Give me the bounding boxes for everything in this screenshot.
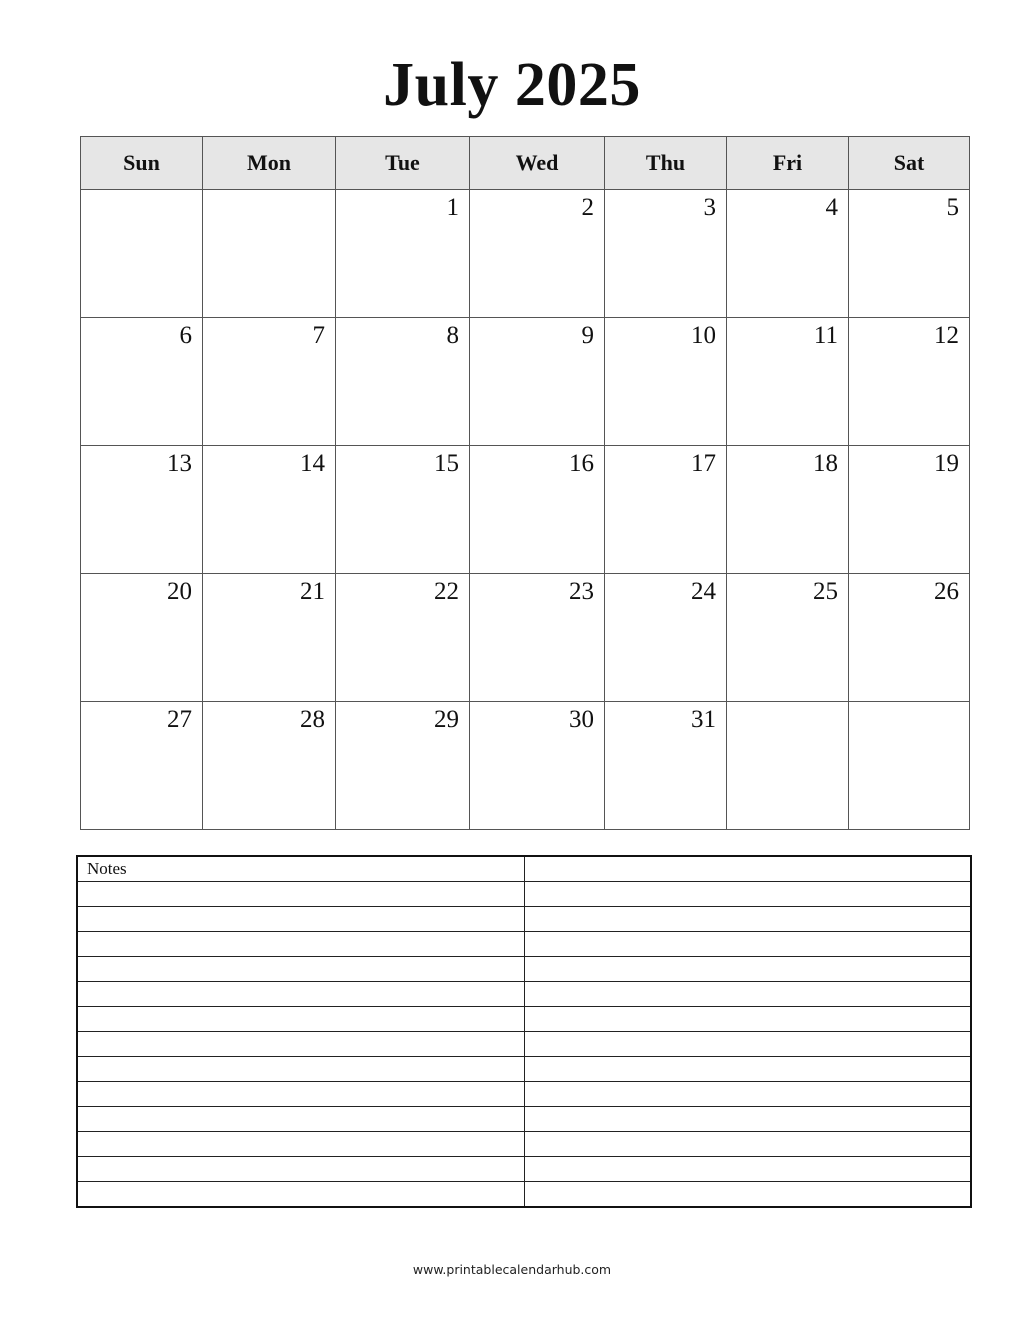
day-number: 28 (300, 706, 325, 733)
day-number: 25 (813, 578, 838, 605)
week-row (81, 702, 970, 830)
notes-row (77, 1107, 971, 1132)
day-cell (81, 574, 203, 702)
notes-line (524, 957, 971, 982)
notes-line (77, 1082, 524, 1107)
day-cell (727, 446, 849, 574)
notes-table (76, 855, 972, 1208)
notes-row (77, 1132, 971, 1157)
day-number: 15 (434, 450, 459, 477)
notes-line (524, 1182, 971, 1208)
notes-line (77, 1132, 524, 1157)
day-number: 7 (312, 322, 325, 349)
notes-row (77, 1082, 971, 1107)
day-number: 27 (167, 706, 192, 733)
notes-row (77, 907, 971, 932)
day-cell (203, 702, 336, 830)
day-cell (727, 318, 849, 446)
notes-line (77, 957, 524, 982)
notes-line (77, 1007, 524, 1032)
notes-row (77, 932, 971, 957)
notes-line (524, 1132, 971, 1157)
notes-line (524, 1032, 971, 1057)
notes-row (77, 1182, 971, 1208)
notes-line (524, 1057, 971, 1082)
day-number: 13 (167, 450, 192, 477)
day-cell (336, 446, 470, 574)
weekday-header: Thu (605, 137, 727, 190)
day-number: 12 (934, 322, 959, 349)
day-cell (336, 702, 470, 830)
day-cell (849, 574, 970, 702)
day-cell (849, 446, 970, 574)
notes-row (77, 1032, 971, 1057)
notes-line (77, 1157, 524, 1182)
day-number: 3 (703, 194, 716, 221)
day-cell (727, 574, 849, 702)
week-row (81, 574, 970, 702)
day-cell (81, 702, 203, 830)
weekday-header: Mon (203, 137, 336, 190)
day-number: 1 (446, 194, 459, 221)
day-cell (470, 318, 605, 446)
notes-row (77, 957, 971, 982)
weekday-header: Sun (81, 137, 203, 190)
day-cell (605, 446, 727, 574)
notes-line (77, 1032, 524, 1057)
day-cell (605, 318, 727, 446)
notes-row (77, 1157, 971, 1182)
day-cell (81, 318, 203, 446)
notes-line (524, 856, 971, 882)
week-row (81, 318, 970, 446)
day-cell (470, 190, 605, 318)
notes-line (77, 1057, 524, 1082)
day-number (203, 190, 335, 193)
day-number: 14 (300, 450, 325, 477)
day-number: 5 (946, 194, 959, 221)
notes-line (77, 1107, 524, 1132)
day-number: 20 (167, 578, 192, 605)
notes-line (77, 882, 524, 907)
notes-line (524, 1107, 971, 1132)
day-cell (203, 574, 336, 702)
day-number: 16 (569, 450, 594, 477)
day-number: 31 (691, 706, 716, 733)
day-number (727, 702, 848, 705)
day-number: 17 (691, 450, 716, 477)
weekday-header: Tue (336, 137, 470, 190)
day-cell (81, 190, 203, 318)
notes-line (524, 1157, 971, 1182)
weekday-header: Sat (849, 137, 970, 190)
calendar-grid (80, 136, 970, 830)
day-number: 6 (179, 322, 192, 349)
day-cell (203, 446, 336, 574)
notes-line (524, 982, 971, 1007)
day-cell (470, 446, 605, 574)
day-number: 11 (813, 322, 838, 349)
day-number: 26 (934, 578, 959, 605)
notes-row (77, 882, 971, 907)
day-cell (727, 190, 849, 318)
weekday-header: Wed (470, 137, 605, 190)
day-cell (470, 702, 605, 830)
notes-row (77, 1007, 971, 1032)
day-cell (81, 446, 203, 574)
notes-line (524, 932, 971, 957)
day-number: 29 (434, 706, 459, 733)
day-number: 4 (825, 194, 838, 221)
day-number: 19 (934, 450, 959, 477)
notes-line (524, 1007, 971, 1032)
day-cell (336, 190, 470, 318)
day-number: 10 (691, 322, 716, 349)
day-number: 2 (581, 194, 594, 221)
day-number: 23 (569, 578, 594, 605)
day-number (81, 190, 202, 193)
day-number: 21 (300, 578, 325, 605)
notes-line (77, 982, 524, 1007)
day-cell (727, 702, 849, 830)
day-cell (605, 702, 727, 830)
notes-line (524, 882, 971, 907)
notes-label: Notes (77, 856, 524, 882)
notes-row (77, 1057, 971, 1082)
day-cell (605, 190, 727, 318)
notes-line (524, 907, 971, 932)
day-number: 8 (446, 322, 459, 349)
day-cell (336, 318, 470, 446)
notes-line (77, 932, 524, 957)
day-number: 18 (813, 450, 838, 477)
day-number (849, 702, 969, 705)
day-number: 9 (581, 322, 594, 349)
day-cell (203, 190, 336, 318)
calendar-title: July 2025 (383, 51, 641, 119)
notes-row (77, 982, 971, 1007)
day-number: 24 (691, 578, 716, 605)
notes-row (77, 856, 971, 882)
footer-url: www.printablecalendarhub.com (412, 1262, 612, 1277)
weekday-header: Fri (727, 137, 849, 190)
day-cell (849, 702, 970, 830)
day-number: 22 (434, 578, 459, 605)
day-cell (849, 318, 970, 446)
day-cell (605, 574, 727, 702)
week-row (81, 190, 970, 318)
notes-line (77, 1182, 524, 1208)
day-cell (470, 574, 605, 702)
day-cell (336, 574, 470, 702)
notes-line (77, 907, 524, 932)
day-cell (203, 318, 336, 446)
notes-line (524, 1082, 971, 1107)
day-cell (849, 190, 970, 318)
week-row (81, 446, 970, 574)
day-number: 30 (569, 706, 594, 733)
weekday-header-row (81, 137, 970, 190)
